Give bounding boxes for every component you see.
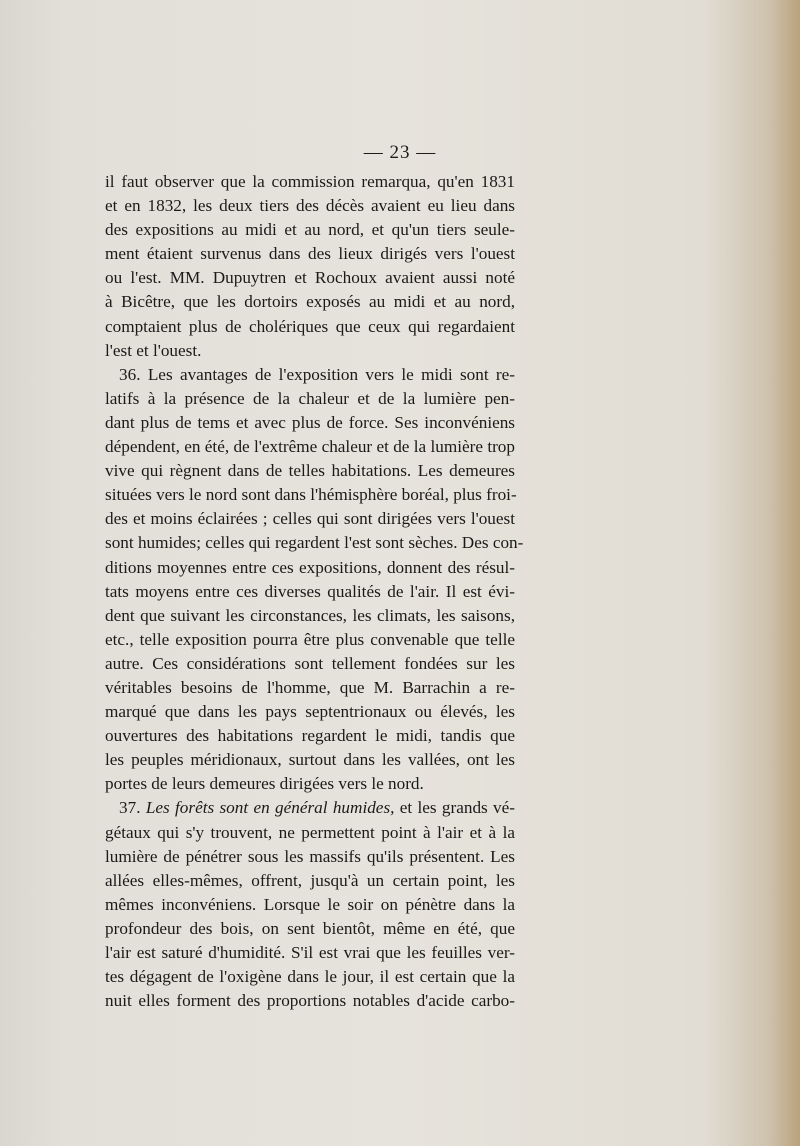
text-line: allées elles-mêmes, offrent, jusqu'à un certain point, les: [105, 870, 515, 890]
text-line: vive qui règnent dans de telles habitations. Les demeures: [105, 461, 515, 481]
italic-phrase: Les forêts sont en général humides,: [145, 798, 395, 818]
text-line: ment étaient survenus dans des lieux dirigés vers l'ouest: [105, 244, 515, 264]
text-line: nuit elles forment des proportions notables d'acide carbo-: [105, 991, 515, 1011]
text-line: lumière de pénétrer sous les massifs qu'ils présentent. Les: [105, 846, 515, 866]
text-line: et en 1832, les deux tiers des décès avaient eu lieu dans: [105, 196, 515, 216]
text-line: portes de leurs demeures dirigées vers le nord.: [105, 774, 424, 794]
text-line: des expositions au midi et au nord, et qu'un tiers seule-: [105, 220, 515, 240]
text-line: à Bicêtre, que les dortoirs exposés au midi et au nord,: [105, 292, 515, 312]
text-line: les peuples méridionaux, surtout dans les vallées, ont les: [105, 750, 515, 770]
text-line: des et moins éclairées ; celles qui sont dirigées vers l'ouest: [105, 509, 515, 529]
text-line: l'air est saturé d'humidité. S'il est vrai que les feuilles ver-: [105, 943, 515, 962]
text-line: dant plus de tems et avec plus de force. Ses inconvéniens: [105, 412, 515, 432]
text-line: comptaient plus de cholériques que ceux qui regardaient: [105, 316, 515, 336]
page-number: — 23 —: [363, 142, 437, 163]
paragraph-37-rest: et les grands vé-: [394, 798, 516, 818]
paragraph-number: 37.: [119, 798, 141, 818]
text-line: dépendent, en été, de l'extrême chaleur et de la lumière trop: [105, 437, 515, 457]
text-line: il faut observer que la commission remarqua, qu'en 1831: [105, 172, 515, 191]
text-line: autre. Ces considérations sont tellement fondées sur les: [105, 653, 515, 673]
text-line: profondeur des bois, on sent bientôt, même en été, que: [105, 918, 515, 938]
text-line: etc., telle exposition pourra être plus convenable que telle: [105, 629, 515, 649]
text-line: l'est et l'ouest.: [105, 340, 202, 360]
paragraph-36-start: 36. Les avantages de l'exposition vers le midi sont re-: [119, 364, 515, 384]
text-line: tes dégagent de l'oxigène dans le jour, il est certain que la: [105, 967, 515, 987]
text-line: ditions moyennes entre ces expositions, donnent des résul-: [105, 557, 515, 577]
text-line: marqué que dans les pays septentrionaux ou élevés, les: [105, 702, 515, 722]
text-line: ouvertures des habitations regardent le midi, tandis que: [105, 726, 515, 746]
paragraph-37-start: [105, 796, 515, 820]
text-line: dent que suivant les circonstances, les climats, les saisons,: [105, 605, 515, 625]
text-line: ou l'est. MM. Dupuytren et Rochoux avaient aussi noté: [105, 268, 515, 288]
body-text: [105, 170, 524, 1013]
text-line: latifs à la présence de la chaleur et de la lumière pen-: [105, 388, 515, 408]
text-line: gétaux qui s'y trouvent, ne permettent point à l'air et à la: [105, 822, 515, 842]
text-line: véritables besoins de l'homme, que M. Barrachin a re-: [105, 677, 515, 697]
text-line: mêmes inconvéniens. Lorsque le soir on pénètre dans la: [105, 894, 515, 914]
text-line: tats moyens entre ces diverses qualités de l'air. Il est évi-: [105, 581, 515, 601]
text-line: sont humides; celles qui regardent l'est sont sèches. Des con-: [105, 533, 524, 553]
text-line: situées vers le nord sont dans l'hémisphère boréal, plus froi-: [105, 485, 517, 505]
